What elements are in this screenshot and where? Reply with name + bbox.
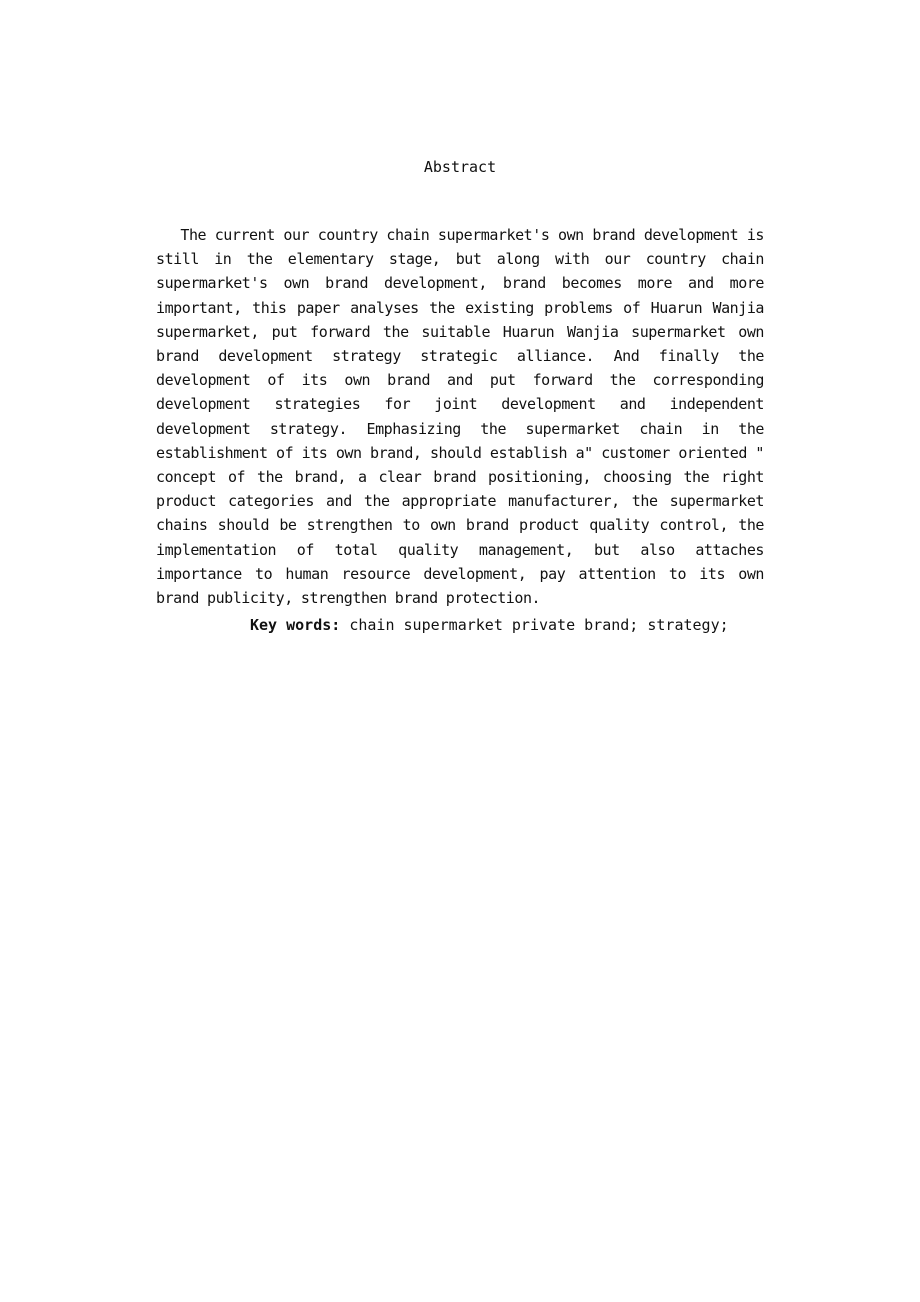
keywords-label: Key words: <box>250 616 341 634</box>
keywords-line <box>250 614 764 636</box>
abstract-body: The current our country chain supermarket's own brand development is still in the elementary stage, but along with our country chain supermarket's own brand development, brand becomes more and more important, this paper analyses the existing problems of Huarun Wanjia supermarket, put forward the suitable Huarun Wanjia supermarket own brand development strategy strategic alliance. And finally the development of its own brand and put forward the corresponding development strategies for joint development and independent development strategy. Emphasizing the supermarket chain in the establishment of its own brand, should establish a" customer oriented " concept of the brand, a clear brand positioning, choosing the right product categories and the appropriate manufacturer, the supermarket chains should be strengthen to own brand product quality control, the implementation of total quality management, but also attaches importance to human resource development, pay attention to its own brand publicity, strengthen brand protection. <box>156 226 764 608</box>
keywords-value: chain supermarket private brand; strategy; <box>340 616 729 634</box>
abstract-title: Abstract <box>423 158 497 176</box>
